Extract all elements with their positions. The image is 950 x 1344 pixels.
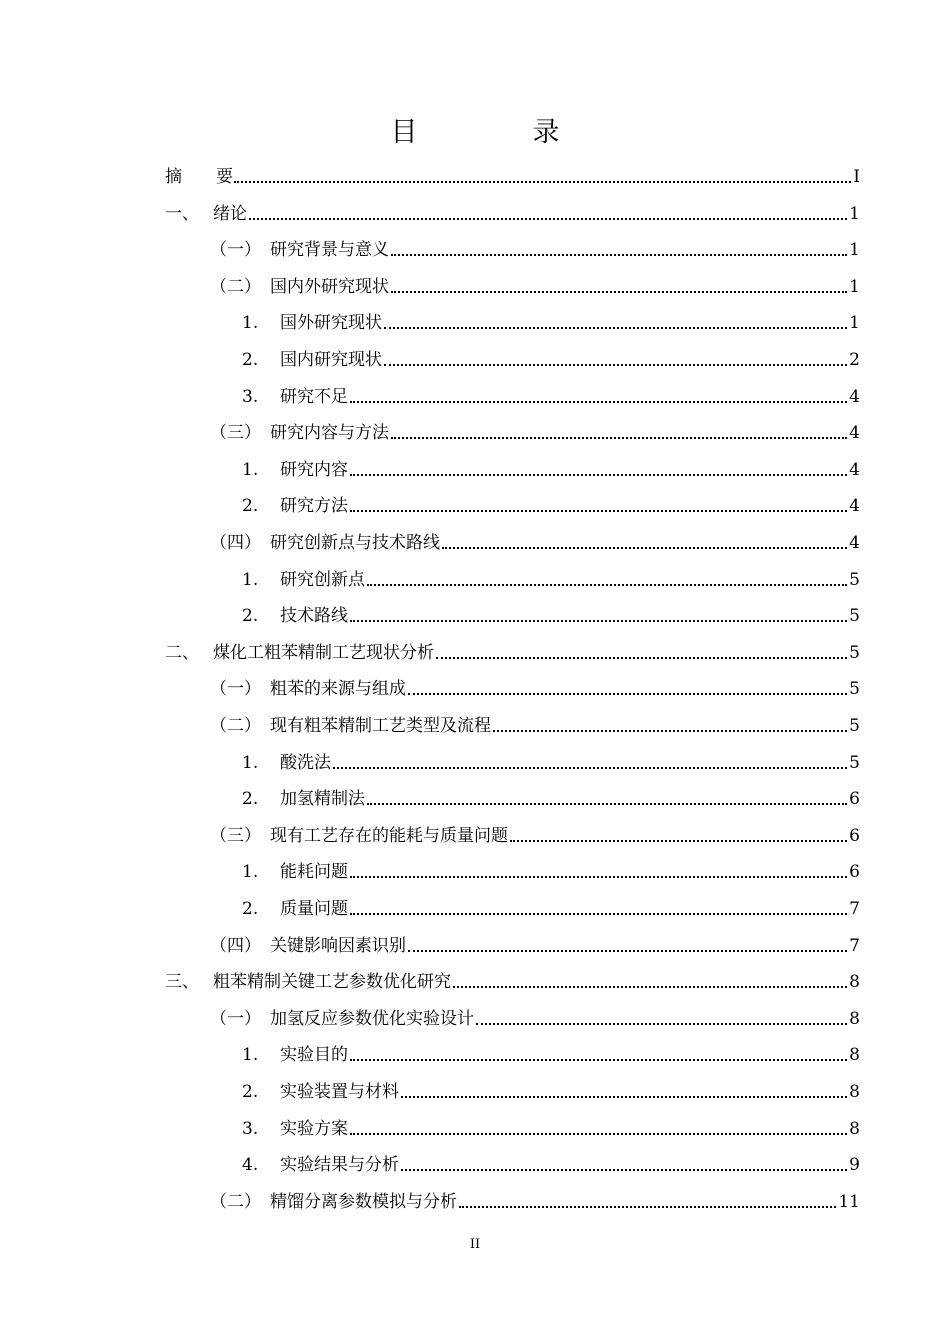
toc-entry-page: 4 bbox=[849, 423, 860, 444]
toc-entry-title: 研究内容与方法 bbox=[270, 423, 389, 444]
toc-entry[interactable] bbox=[0, 927, 950, 963]
dot-leader bbox=[384, 326, 847, 329]
toc-entry[interactable] bbox=[0, 378, 950, 414]
toc-entry-number: 一、 bbox=[165, 203, 199, 224]
dot-leader bbox=[442, 546, 847, 549]
toc-entry-title: 现有粗苯精制工艺类型及流程 bbox=[270, 716, 491, 736]
toc-entry-page: 6 bbox=[849, 862, 860, 883]
toc-entry-title: 粗苯精制关键工艺参数优化研究 bbox=[213, 972, 451, 993]
toc-entry[interactable] bbox=[0, 853, 950, 889]
toc-entry-title: 精馏分离参数模拟与分析 bbox=[270, 1191, 457, 1212]
toc-entry[interactable] bbox=[0, 341, 950, 377]
dot-leader bbox=[350, 1058, 847, 1061]
toc-entry-title: 能耗问题 bbox=[280, 862, 348, 883]
dot-leader bbox=[453, 985, 847, 988]
toc-entry-number: （二） bbox=[210, 1191, 261, 1212]
dot-leader bbox=[476, 1022, 847, 1025]
toc-entry-page: 2 bbox=[849, 350, 860, 370]
toc-entry[interactable] bbox=[0, 597, 950, 633]
toc-entry[interactable] bbox=[0, 1073, 950, 1109]
dot-leader bbox=[401, 1168, 847, 1171]
toc-entry[interactable] bbox=[0, 670, 950, 706]
toc-entry-number: （四） bbox=[210, 533, 261, 553]
dot-leader bbox=[350, 400, 847, 403]
toc-entry-title: 现有工艺存在的能耗与质量问题 bbox=[270, 825, 508, 846]
toc-entry-title: 关键影响因素识别 bbox=[270, 935, 406, 956]
toc-entry[interactable] bbox=[0, 1000, 950, 1036]
dot-leader bbox=[249, 217, 847, 220]
toc-entry[interactable] bbox=[0, 817, 950, 853]
toc-entry-title: 国内研究现状 bbox=[280, 350, 382, 370]
toc-entry-number: 二、 bbox=[165, 642, 199, 663]
toc-entry-page: 7 bbox=[849, 935, 860, 956]
toc-entry-page: 5 bbox=[849, 752, 860, 773]
toc-entry-number: （四） bbox=[210, 935, 261, 956]
dot-leader bbox=[234, 180, 851, 183]
toc-entry-number: 2. bbox=[242, 606, 259, 627]
toc-entry-number: （一） bbox=[210, 679, 261, 700]
toc-entry-number: 3. bbox=[242, 386, 259, 407]
dot-leader bbox=[436, 656, 847, 659]
toc-entry-title: 实验目的 bbox=[280, 1045, 348, 1066]
toc-entry-title: 粗苯的来源与组成 bbox=[270, 679, 406, 700]
dot-leader bbox=[391, 290, 847, 293]
toc-entry-number: 1. bbox=[242, 459, 259, 480]
toc-entry-number: 4. bbox=[242, 1155, 259, 1176]
toc-entry-title: 研究方法 bbox=[280, 496, 348, 517]
toc-entry-title: 酸洗法 bbox=[280, 752, 331, 773]
toc-entry-page: 5 bbox=[849, 606, 860, 627]
toc-entry-page: 8 bbox=[849, 1082, 860, 1102]
toc-entry-number: （二） bbox=[210, 276, 261, 297]
toc-entry-page: 1 bbox=[849, 313, 860, 334]
toc-entry-page: 8 bbox=[849, 972, 860, 993]
toc-entry-title: 研究创新点 bbox=[280, 569, 365, 590]
toc-entry-number: 摘 要 bbox=[165, 167, 233, 187]
dot-leader bbox=[408, 949, 847, 952]
toc-entry-number: 2. bbox=[242, 1082, 259, 1102]
toc-entry-title: 实验装置与材料 bbox=[280, 1082, 399, 1102]
toc-entry[interactable] bbox=[0, 1146, 950, 1182]
toc-entry-number: （三） bbox=[210, 825, 261, 846]
toc-entry-page: 4 bbox=[849, 386, 860, 407]
toc-entry-title: 研究不足 bbox=[280, 386, 348, 407]
toc-entry-page: 7 bbox=[849, 899, 860, 919]
toc-entry[interactable] bbox=[0, 634, 950, 670]
toc-entry[interactable] bbox=[0, 304, 950, 340]
dot-leader bbox=[367, 583, 847, 586]
toc-entry-page: 11 bbox=[838, 1191, 860, 1212]
dot-leader bbox=[350, 619, 847, 622]
toc-entry[interactable] bbox=[0, 890, 950, 926]
toc-entry-title: 研究创新点与技术路线 bbox=[270, 533, 440, 553]
toc-entry-title: 加氢反应参数优化实验设计 bbox=[270, 1008, 474, 1029]
dot-leader bbox=[350, 875, 847, 878]
toc-entry-title: 质量问题 bbox=[280, 899, 348, 919]
dot-leader bbox=[350, 473, 847, 476]
toc-entry-page: 4 bbox=[849, 496, 860, 517]
toc-entry-page: 9 bbox=[849, 1155, 860, 1176]
dot-leader bbox=[391, 253, 847, 256]
toc-entry-page: I bbox=[853, 167, 860, 187]
toc-entry-number: （一） bbox=[210, 240, 261, 261]
toc-entry[interactable] bbox=[0, 780, 950, 816]
toc-entry[interactable] bbox=[0, 231, 950, 267]
toc-entry-title: 国内外研究现状 bbox=[270, 276, 389, 297]
page-number: II bbox=[469, 1237, 481, 1252]
toc-entry-number: 2. bbox=[242, 496, 259, 517]
toc-entry-number: 1. bbox=[242, 313, 259, 334]
toc-entry-number: 1. bbox=[242, 752, 259, 773]
toc-entry-number: 1. bbox=[242, 1045, 259, 1066]
toc-entry-page: 1 bbox=[849, 203, 860, 224]
toc-entry-title: 研究内容 bbox=[280, 459, 348, 480]
toc-entry-page: 5 bbox=[849, 569, 860, 590]
dot-leader bbox=[459, 1205, 836, 1208]
toc-entry[interactable] bbox=[0, 707, 950, 743]
toc-entry-title: 加氢精制法 bbox=[280, 789, 365, 810]
toc-entry[interactable] bbox=[0, 561, 950, 597]
dot-leader bbox=[350, 509, 847, 512]
toc-entry-page: 5 bbox=[849, 716, 860, 736]
dot-leader bbox=[510, 839, 847, 842]
toc-entry-title: 国外研究现状 bbox=[280, 313, 382, 334]
toc-entry-page: 1 bbox=[849, 240, 860, 261]
toc-entry-title: 绪论 bbox=[213, 203, 247, 224]
toc-entry-title: 技术路线 bbox=[280, 606, 348, 627]
dot-leader bbox=[391, 436, 847, 439]
dot-leader bbox=[350, 912, 847, 915]
toc-entry-number: 2. bbox=[242, 899, 259, 919]
toc-title: 目 录 bbox=[390, 117, 604, 148]
toc-entry[interactable] bbox=[0, 524, 950, 560]
toc-entry-number: 1. bbox=[242, 862, 259, 883]
toc-entry[interactable] bbox=[0, 1183, 950, 1219]
dot-leader bbox=[408, 692, 847, 695]
toc-entry-page: 6 bbox=[849, 825, 860, 846]
toc-entry-number: （二） bbox=[210, 716, 261, 736]
toc-entry-number: 2. bbox=[242, 350, 259, 370]
toc-entry[interactable] bbox=[0, 963, 950, 999]
toc-entry-title: 实验结果与分析 bbox=[280, 1155, 399, 1176]
toc-entry-page: 8 bbox=[849, 1045, 860, 1066]
toc-entry[interactable] bbox=[0, 195, 950, 231]
toc-entry-number: 2. bbox=[242, 789, 259, 810]
toc-entry-title: 研究背景与意义 bbox=[270, 240, 389, 261]
toc-entry[interactable] bbox=[0, 414, 950, 450]
toc-entry-page: 8 bbox=[849, 1008, 860, 1029]
toc-entry-title: 煤化工粗苯精制工艺现状分析 bbox=[213, 642, 434, 663]
dot-leader bbox=[384, 363, 847, 366]
toc-entry-number: （一） bbox=[210, 1008, 261, 1029]
dot-leader bbox=[367, 802, 847, 805]
toc-entry[interactable] bbox=[0, 451, 950, 487]
toc-entry-page: 4 bbox=[849, 533, 860, 553]
toc-entry-number: 1. bbox=[242, 569, 259, 590]
toc-entry-page: 8 bbox=[849, 1118, 860, 1139]
toc-entry[interactable] bbox=[0, 158, 950, 194]
toc-entry-page: 4 bbox=[849, 459, 860, 480]
toc-entry-page: 6 bbox=[849, 789, 860, 810]
toc-entry[interactable] bbox=[0, 1110, 950, 1146]
toc-entry-page: 1 bbox=[849, 276, 860, 297]
dot-leader bbox=[401, 1095, 847, 1098]
toc-entry[interactable] bbox=[0, 1036, 950, 1072]
dot-leader bbox=[350, 1132, 847, 1135]
toc-entry[interactable] bbox=[0, 268, 950, 304]
dot-leader bbox=[493, 729, 847, 732]
toc-entry-page: 5 bbox=[849, 642, 860, 663]
toc-entry-number: （三） bbox=[210, 423, 261, 444]
toc-entry-page: 5 bbox=[849, 679, 860, 700]
dot-leader bbox=[333, 766, 847, 769]
toc-entry[interactable] bbox=[0, 744, 950, 780]
toc-entry[interactable] bbox=[0, 487, 950, 523]
toc-entry-title: 实验方案 bbox=[280, 1118, 348, 1139]
toc-entry-number: 三、 bbox=[165, 972, 199, 993]
toc-entry-number: 3. bbox=[242, 1118, 259, 1139]
